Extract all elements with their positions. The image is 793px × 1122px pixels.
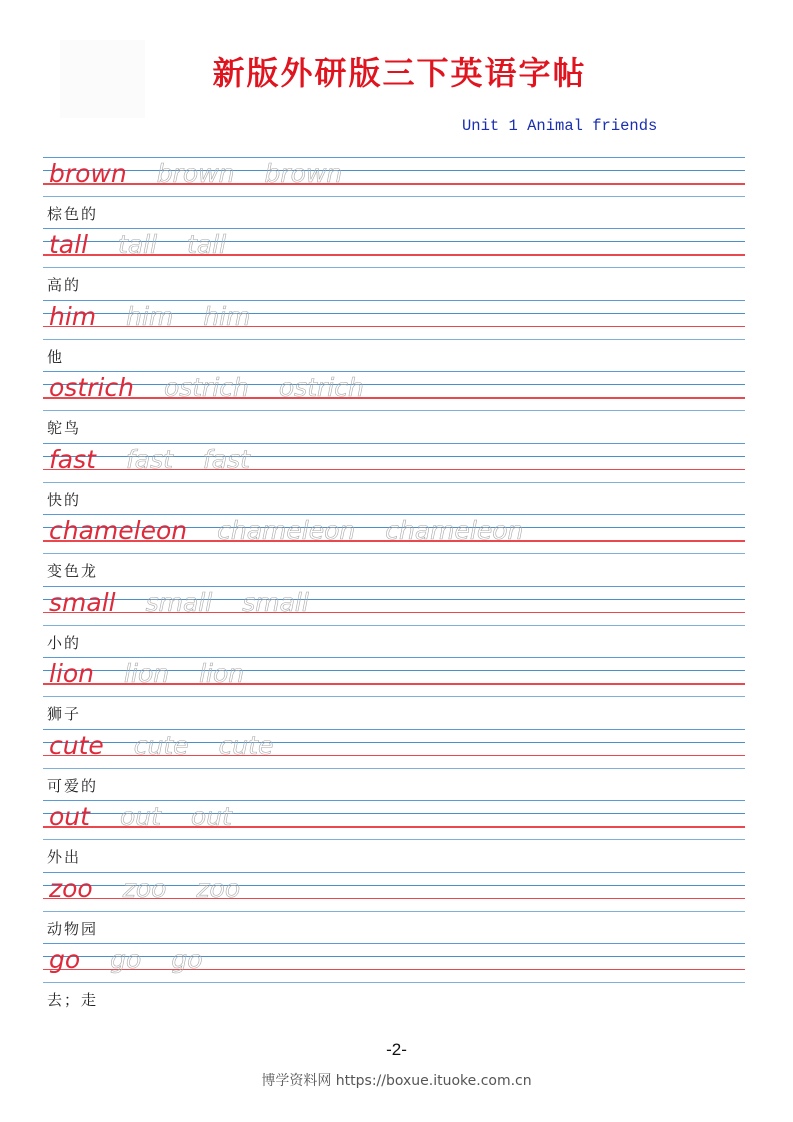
guide-line	[43, 443, 745, 444]
word-row	[49, 159, 342, 189]
word-entry	[43, 514, 745, 585]
guide-line	[43, 911, 745, 912]
guide-line	[43, 800, 745, 801]
guide-line	[43, 943, 745, 944]
chinese-meaning: 狮子	[47, 705, 82, 724]
word-row	[49, 373, 364, 403]
english-word: chameleon	[49, 516, 188, 546]
word-row	[49, 874, 240, 904]
guide-line	[43, 514, 745, 515]
chinese-meaning: 棕色的	[47, 205, 99, 223]
english-word: brown	[49, 159, 127, 188]
english-word: ostrich	[49, 373, 134, 403]
trace-word: brown	[156, 159, 235, 188]
guide-line	[43, 410, 745, 411]
trace-word: chameleon	[385, 516, 524, 546]
word-entry	[43, 872, 745, 943]
guide-line	[43, 625, 745, 626]
chinese-meaning: 变色龙	[47, 562, 99, 581]
english-word: cute	[49, 730, 104, 760]
trace-word: lion	[124, 659, 170, 689]
guide-line	[43, 371, 745, 372]
guide-line	[43, 482, 745, 483]
guide-line	[43, 696, 745, 697]
chinese-meaning: 他	[47, 347, 65, 366]
word-entry	[43, 586, 745, 657]
page-title: 新版外研版三下英语字帖	[212, 54, 587, 92]
word-row	[49, 802, 232, 832]
footer-source: 博学资料网 https://boxue.ituoke.com.cn	[261, 1073, 532, 1089]
trace-word: him	[126, 301, 174, 331]
english-word: zoo	[49, 873, 93, 903]
trace-word: ostrich	[278, 373, 364, 403]
trace-word: tall	[118, 230, 158, 260]
page-number: -2-	[386, 1040, 407, 1059]
chinese-meaning: 鸵鸟	[47, 419, 82, 438]
word-row	[49, 445, 250, 475]
trace-word: chameleon	[217, 516, 356, 546]
guide-line	[43, 300, 745, 301]
guide-line	[43, 267, 745, 268]
english-word: go	[49, 944, 81, 974]
trace-word: fast	[202, 444, 250, 474]
word-entry	[43, 657, 745, 728]
trace-word: cute	[218, 730, 274, 760]
guide-line	[43, 729, 745, 730]
word-row	[49, 731, 273, 761]
trace-word: tall	[187, 230, 227, 260]
word-row	[49, 659, 244, 689]
chinese-meaning: 外出	[47, 848, 82, 867]
english-word: tall	[49, 230, 89, 260]
trace-word: out	[119, 802, 161, 832]
guide-line	[43, 553, 745, 554]
word-entry	[43, 300, 745, 371]
chinese-meaning: 去；走	[47, 990, 99, 1009]
trace-word: zoo	[196, 873, 241, 903]
word-row	[49, 302, 250, 332]
chinese-meaning: 高的	[47, 276, 82, 295]
trace-word: lion	[199, 659, 245, 689]
guide-line	[43, 586, 745, 587]
trace-word: fast	[125, 444, 173, 474]
guide-line	[43, 872, 745, 873]
word-row	[49, 588, 309, 618]
trace-word: small	[145, 587, 213, 617]
trace-word: him	[203, 301, 251, 331]
word-entry	[43, 443, 745, 514]
trace-word: go	[110, 944, 142, 974]
word-row	[49, 945, 203, 975]
guide-line	[43, 157, 745, 158]
chinese-meaning: 可爱的	[47, 776, 99, 795]
word-row	[49, 230, 226, 260]
guide-line	[43, 657, 745, 658]
chinese-meaning: 动物园	[47, 919, 99, 938]
english-word: him	[49, 301, 97, 331]
trace-word: cute	[133, 730, 189, 760]
word-row	[49, 516, 523, 546]
word-entry	[43, 228, 745, 299]
english-word: out	[49, 802, 90, 832]
trace-word: ostrich	[163, 373, 249, 403]
guide-line	[43, 339, 745, 340]
english-word: small	[49, 587, 116, 617]
english-word: fast	[49, 444, 96, 474]
trace-word: brown	[264, 159, 343, 188]
unit-subtitle: Unit 1 Animal friends	[462, 117, 658, 135]
guide-line	[43, 839, 745, 840]
trace-word: small	[242, 587, 309, 617]
trace-word: zoo	[122, 873, 167, 903]
guide-line	[43, 228, 745, 229]
word-entry	[43, 943, 745, 1014]
guide-line	[43, 982, 745, 983]
word-entry	[43, 800, 745, 871]
word-entry	[43, 157, 745, 228]
guide-line	[43, 768, 745, 769]
word-entry	[43, 371, 745, 442]
chinese-meaning: 快的	[47, 490, 82, 509]
word-entry	[43, 729, 745, 800]
trace-word: go	[171, 944, 203, 974]
guide-line	[43, 196, 745, 197]
english-word: lion	[49, 659, 95, 689]
chinese-meaning: 小的	[47, 633, 82, 652]
trace-word: out	[190, 802, 232, 832]
